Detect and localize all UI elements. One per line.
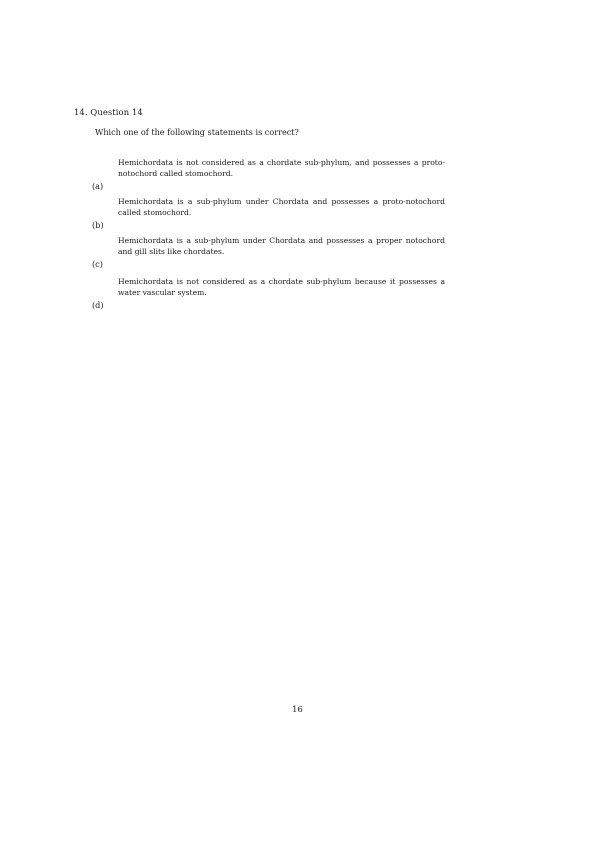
option-text: Hemichordata is not considered as a chordate sub-phylum, and possesses a proto-notochord called stomochord. xyxy=(118,158,445,179)
option-text: Hemichordata is not considered as a chordate sub-phylum because it possesses a water vascular system. xyxy=(118,277,445,298)
option-c[interactable] xyxy=(92,235,452,269)
question-heading xyxy=(74,107,143,117)
option-label: (d) xyxy=(92,300,104,310)
option-text: Hemichordata is a sub-phylum under Chordata and possesses a proto-notochord called stomochord. xyxy=(118,197,445,218)
question-number: 14. xyxy=(74,107,88,117)
page-number: 16 xyxy=(292,704,303,714)
option-b[interactable] xyxy=(92,196,452,230)
option-d[interactable] xyxy=(92,276,452,310)
option-text: Hemichordata is a sub-phylum under Chordata and possesses a proper notochord and gill slits like chordates. xyxy=(118,236,445,257)
option-label: (a) xyxy=(92,181,104,191)
option-a[interactable] xyxy=(92,157,452,191)
option-label: (c) xyxy=(92,259,103,269)
question-stem: Which one of the following statements is correct? xyxy=(95,127,299,137)
question-title: Question 14 xyxy=(90,107,143,117)
option-label: (b) xyxy=(92,220,104,230)
